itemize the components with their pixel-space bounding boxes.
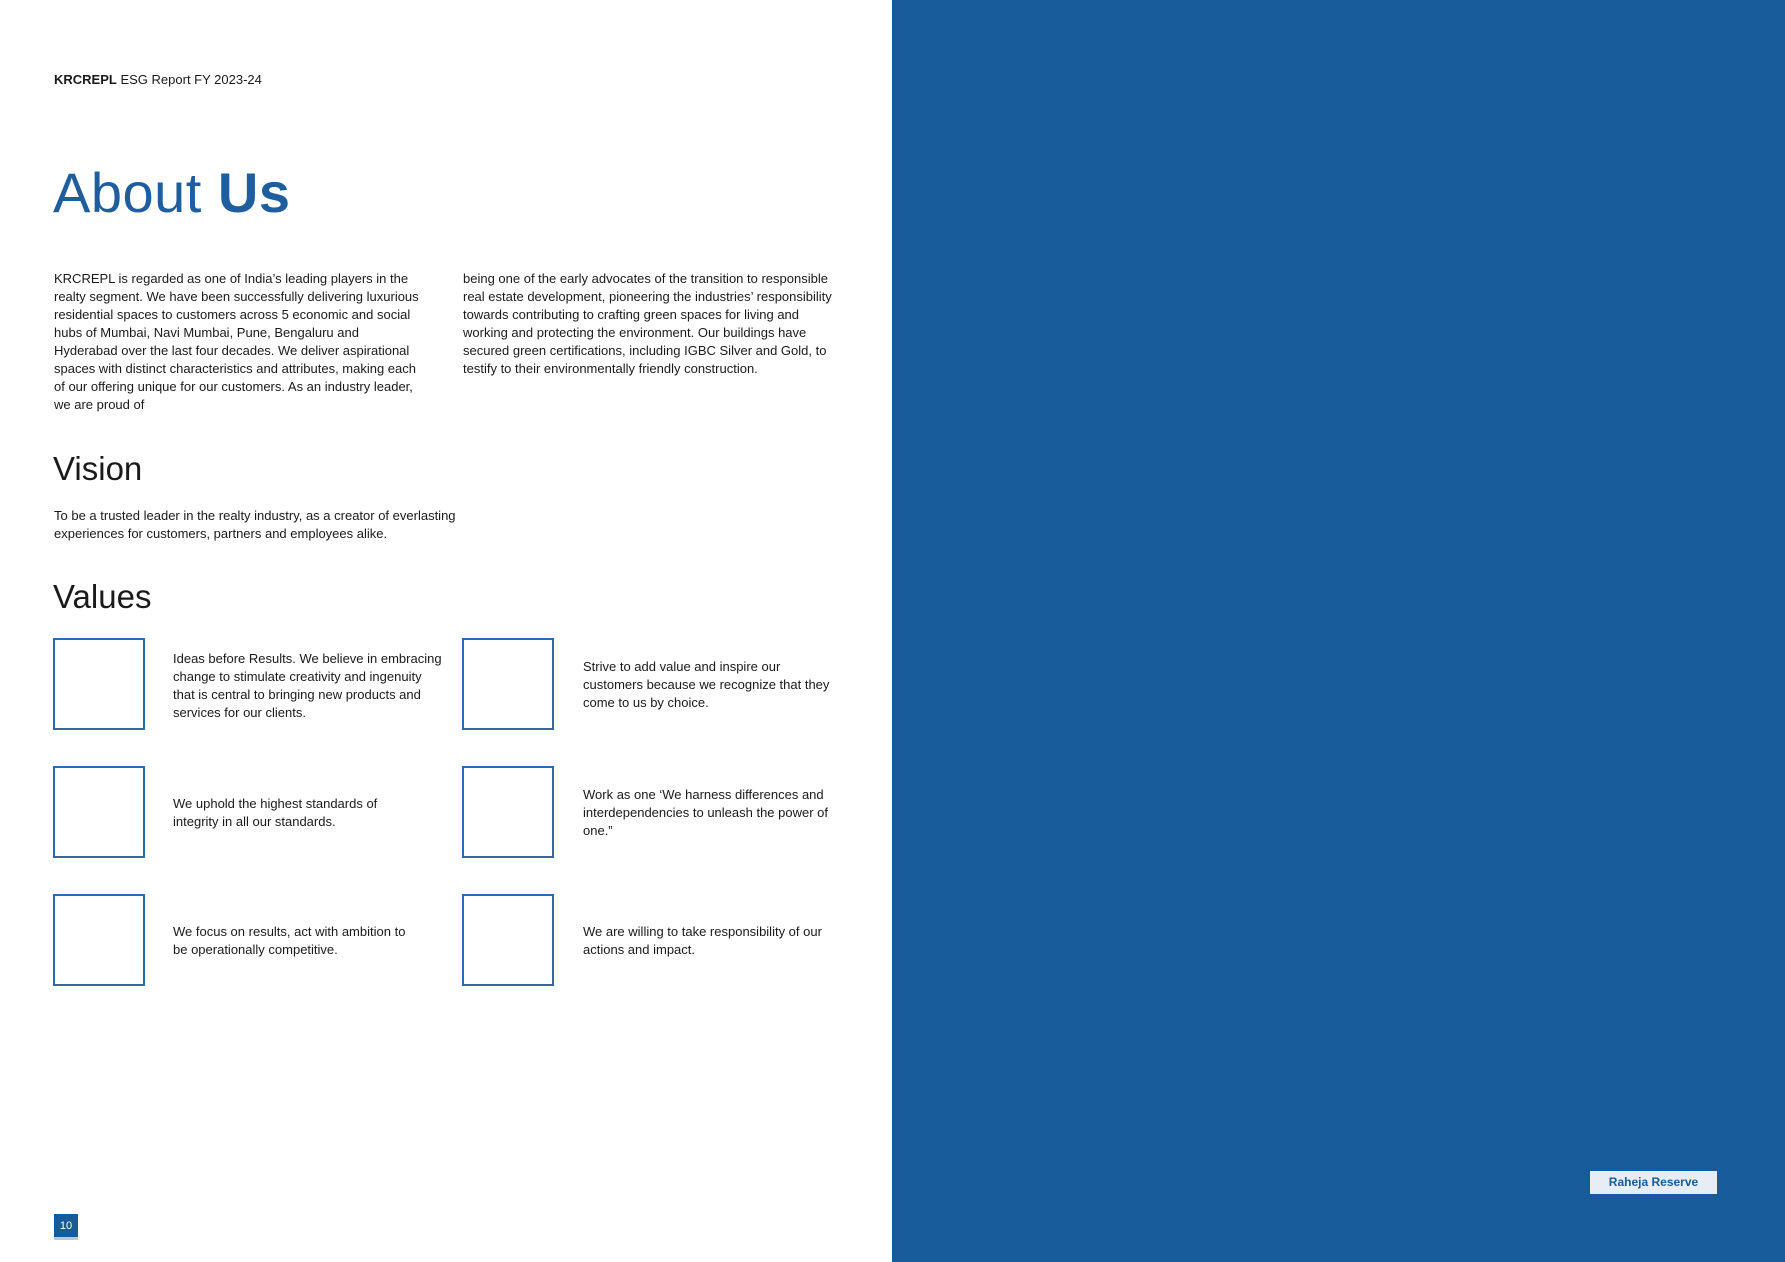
value-text: We are willing to take responsibility of our actions and impact.	[583, 924, 822, 957]
value-text: We focus on results, act with ambition to be operationally competitive.	[173, 924, 406, 957]
page-title	[53, 160, 291, 226]
header-report-title: ESG Report FY 2023-24	[120, 72, 262, 87]
header-brand: KRCREPL	[54, 72, 117, 87]
intro-paragraph-2: being one of the early advocates of the transition to responsible real estate development, pioneering the industries’ responsibility towards contributing to crafting green spaces for living and working and protecting the environment. Our buildings have secured green certifications, including IGBC Silver and Gold, to testify to their environmentally friendly construction.	[463, 271, 832, 376]
intro-paragraph-1: KRCREPL is regarded as one of India’s leading players in the realty segment. We have been successfully delivering luxurious residential spaces to customers across 5 economic and social hubs of Mumbai, Navi Mumbai, Pune, Bengaluru and Hyderabad over the last four decades. We deliver aspirational spaces with distinct characteristics and attributes, making each of our offering unique for our customers. As an industry leader, we are proud of	[54, 271, 419, 412]
report-header	[54, 72, 262, 87]
value-icon-frame	[53, 766, 145, 858]
value-icon-frame	[53, 894, 145, 986]
vision-heading: Vision	[53, 450, 143, 487]
image-caption-tag: Raheja Reserve	[1590, 1171, 1717, 1194]
value-text: We uphold the highest standards of integrity in all our standards.	[173, 796, 378, 829]
value-text: Strive to add value and inspire our customers because we recognize that they come to us by choice.	[583, 659, 830, 710]
value-icon-frame	[462, 894, 554, 986]
value-icon-frame	[462, 766, 554, 858]
page-title-bold: Us	[217, 161, 291, 224]
cover-image-panel	[892, 0, 1785, 1262]
value-text: Ideas before Results. We believe in embracing change to stimulate creativity and ingenuity that is central to bringing new products and services for our clients.	[173, 651, 442, 720]
page-title-regular: About	[53, 161, 218, 224]
vision-text: To be a trusted leader in the realty industry, as a creator of everlasting experiences for customers, partners and employees alike.	[54, 508, 456, 541]
page-number: 10	[54, 1214, 78, 1240]
value-icon-frame	[53, 638, 145, 730]
value-text: Work as one ‘We harness differences and interdependencies to unleash the power of one.”	[583, 787, 829, 838]
value-icon-frame	[462, 638, 554, 730]
values-heading: Values	[53, 578, 152, 615]
left-page	[0, 0, 892, 1262]
